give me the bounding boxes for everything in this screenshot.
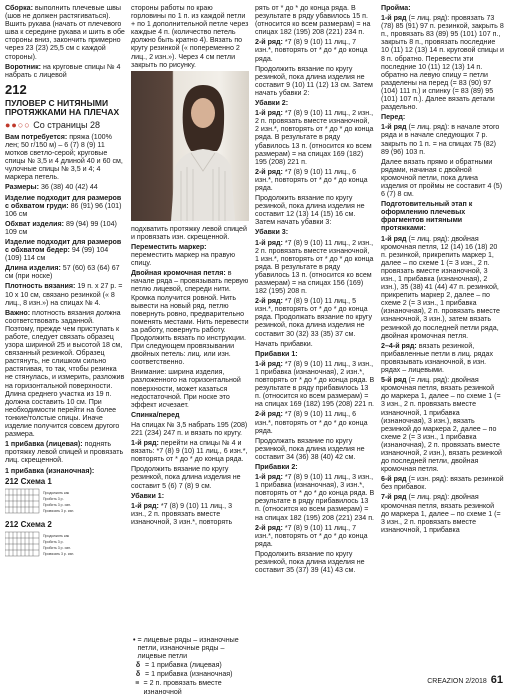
paragraph-text: *7 (8) 9 (10) 11 лиц., 3 изн., 1 прибавка (изнаночная), 3 изн.*, повторять от * до * до конца ряда. В результате в ряду прибавилось 13 п. (относится ко всем размерам) = на спицах 182 (195) 208 (221) 234 п.	[255, 473, 375, 522]
paragraph	[5, 264, 125, 280]
col2-top	[131, 4, 249, 69]
paragraph-heading: 2-й ряд:	[255, 410, 283, 419]
col4-body	[381, 4, 504, 534]
paragraph-heading: Двойная кромочная петля:	[131, 269, 226, 278]
paragraph-text: перейти на спицы № 4 и вязать: *7 (8) 9 (10) 11 лиц., 6 изн.*, повторять от * до * до конца ряда.	[131, 439, 248, 464]
schema-note: Продолжить как	[43, 533, 70, 538]
magazine-name: CREAZION 2/2018	[427, 677, 487, 685]
paragraph-heading: Перед:	[381, 113, 406, 122]
paragraph-text: *7 (8) 9 (10) 11 лиц., 7 изн.*, повторять от * до * до конца ряда.	[255, 38, 368, 63]
paragraph-text: стороны работы по краю горловины по 1 п. из каждой петли + по 1 дополнительной петле через каждые 4 п. (количество петель должно быть кратно 4). Вязать по кругу резинкой (« попеременно 2 лиц., 2 изн.»). Через 4 см петли закрыть по рисунку.	[131, 4, 249, 69]
paragraph-heading: 1-й ряд	[381, 234, 407, 243]
legend	[131, 636, 249, 697]
col1-body	[5, 133, 125, 475]
paragraph-heading: 1-й ряд:	[255, 473, 283, 482]
paragraph	[381, 113, 504, 121]
paragraph-heading: 1-й ряд	[381, 123, 407, 132]
paragraph-text: поднять протяжку левой спицей и провязать лиц. скрещенной.	[5, 440, 124, 465]
paragraph-text: 19 п. х 27 р. = 10 х 10 см, связано резинкой (« 8 лиц., 8 изн.») на спицах № 4.	[5, 282, 123, 307]
paragraph-text: (= изн. ряд): вязать резинкой без прибавок.	[381, 475, 504, 492]
paragraph-heading: 1-й ряд	[381, 14, 407, 23]
paragraph	[381, 123, 504, 155]
paragraph	[255, 4, 375, 36]
paragraph	[255, 410, 375, 434]
column-3	[255, 4, 375, 576]
paragraph-heading: 2-й ряд:	[255, 297, 283, 306]
paragraph-text: плотность вязания должна соответствовать заданной. Поэтому, прежде чем приступать к работе, следует связать образец узора шириной 25 и высотой 18 см, связанный резинкой. Образец растянуть, не слишком сильно растягивая, то так, чтобы резинка не стянулась, и измерить, разложив на горизонтальной поверхности. Длина среднего участка из 19 п. должна составить 10 см. При необходимости перейти на более тонкие/толстые спицы. Иначе изделие получится совсем другого размера.	[5, 308, 125, 439]
paragraph-heading: Убавки 1:	[131, 491, 165, 500]
paragraph	[131, 492, 249, 500]
paragraph-heading: 1-й ряд:	[255, 359, 283, 368]
paragraph-text: переместить маркер на правую спицу.	[131, 251, 236, 268]
paragraph-heading: 1-й ряд:	[255, 238, 283, 247]
paragraph	[5, 183, 125, 191]
schema-note: Пробить 3 р. изн.	[43, 502, 72, 507]
paragraph	[381, 475, 504, 491]
paragraph-heading: Длина изделия:	[5, 264, 61, 273]
paragraph-text: вязать резинкой, прибавленные петли в лиц. рядах провязывать изнаночной, в изн. рядах – лицевыми.	[381, 341, 494, 375]
paragraph	[255, 38, 375, 62]
paragraph	[381, 14, 504, 111]
paragraph-text: подхватить протяжку левой спицей и провязать изн. скрещенной.	[131, 224, 247, 241]
paragraph-heading: Переместить маркер:	[131, 242, 207, 251]
paragraph-heading: 5-й ряд	[381, 376, 407, 385]
purl-symbol-icon: •	[132, 636, 136, 644]
paragraph	[255, 109, 375, 166]
paragraph-text: Продолжить вязание по кругу резинкой, пока длина изделия не составит 35 (37) 39 (41) 43 см.	[255, 549, 365, 575]
paragraph-heading: 2-й ряд:	[255, 38, 283, 47]
col2-body	[131, 225, 249, 526]
col3-body	[255, 4, 375, 574]
paragraph-heading: 2-й ряд:	[255, 523, 283, 532]
paragraph	[255, 350, 375, 358]
page-number: 61	[490, 673, 503, 686]
paragraph-text: (= лиц. ряд): двойная кромочная петля, вязать резинкой до маркера 1, далее – по схеме 1 (= 3 изн., 2 п. провязать вместе изнаночной, 1 прибавка	[381, 493, 501, 534]
paragraph-text: Продолжить вязание по кругу резинкой, пока длина изделия не составит 9 (10) 11 (12) 13 см. Затем начать убавки 2:	[255, 64, 373, 97]
paragraph-heading: 1 прибавка (изнаночная):	[5, 466, 95, 475]
paragraph-text: *7 (8) 9 (10) 11 лиц., 6 изн.*, повторять от * до * до конца ряда.	[255, 410, 368, 435]
paragraph-heading: Подготовительный этап к оформлению плечевых фрагментов нитяными протяжками:	[381, 200, 473, 233]
paragraph-heading: 1-й ряд:	[131, 439, 159, 448]
paragraph-text: На спицах № 3,5 набрать 195 (208) 221 (234) 247 п. и вязать по кругу.	[131, 420, 248, 437]
paragraph-text: Продолжать вязание по кругу резинкой, пока длина изделия не составит 34 (36) 38 (40) 42 см.	[255, 436, 365, 461]
paragraph-text: *7 (8) 9 (10) 11 лиц., 3 изн., 2 п. провязать вместе изнаночной, 3 изн.*, повторять	[131, 501, 233, 526]
paragraph	[5, 309, 125, 439]
legend-row: δ = 1 прибавка (лицевая)	[131, 661, 249, 669]
paragraph-text: Продолжить вязание по кругу резинкой, пока длина изделия не составит 5 (6) 7 (8) 9 см.	[131, 465, 241, 490]
paragraph	[255, 99, 375, 107]
paragraph-text: (= лиц. ряд): двойная кромочная петля, 12 (14) 16 (18) 20 п. резинкой, прикрепить маркер 1, далее – по схеме 1 (= 3 изн., 2 п. провязать вместе изнаночной, 3 изн., 1 прибавка (изнаночная), 2 изн.), 35 (38) 41 (44) 47 п. резинкой, прикрепить маркер 2, далее – по схеме 2 (= 3 изн., 1 прибавка (изнаночная), 2 п. провязать вместе изнаночной, 3 изн.), затем вязать резинкой до последней петли ряда, двойная кромочная петля.	[381, 234, 500, 340]
paragraph	[255, 360, 375, 409]
paragraph-text: (= лиц. ряд): в начале этого ряда и в начале следующих 7 р. закрыть по 1 п. = на спицах 75 (82) 89 (96) 103 п.	[381, 123, 500, 156]
paragraph-text: *7 (8) 9 (10) 11 лиц., 6 изн.*, повторять от * до * до конца ряда.	[255, 167, 368, 192]
schema-2-title: 212 Схема 2	[5, 519, 52, 529]
paragraph-heading: Обхват изделия:	[5, 219, 65, 228]
paragraph	[255, 550, 375, 574]
paragraph-heading: Убавки 2:	[255, 99, 289, 108]
paragraph-heading: 2–4-й ряд:	[381, 341, 417, 350]
paragraph-heading: 2-й ряд:	[255, 167, 283, 176]
paragraph	[5, 440, 125, 464]
schema-note: Провязать 3 р. изн.	[43, 508, 75, 513]
paragraph-text: 86 (91) 96 (101) 106 см	[5, 201, 122, 218]
schema-note: Пробить 3 р.	[43, 539, 64, 544]
paragraph	[5, 467, 125, 475]
paragraph-text: *7 (8) 9 (10) 11 лиц., 7 изн.*, повторять от * до * до конца ряда.	[255, 523, 368, 548]
paragraph	[255, 65, 375, 97]
paragraph-heading: Изделие подходит для размеров с обхватом груди:	[5, 193, 122, 210]
paragraph	[381, 493, 504, 533]
paragraph-text: 89 (94) 99 (104) 109 см	[5, 219, 117, 236]
paragraph-text: 94 (99) 104 (109) 114 см	[5, 246, 109, 263]
paragraph-heading: Прибавки 1:	[255, 349, 298, 358]
woman-portrait-icon	[131, 71, 249, 221]
paragraph	[131, 421, 249, 437]
paragraph-heading: Плотность вязания:	[5, 282, 76, 291]
schema-note: Пробить 3 р. изн.	[43, 545, 72, 550]
paragraph	[131, 269, 249, 366]
paragraph-text: в начале ряда – провязывать первую петлю лицевой, спереди нити. Кромка получится ровной. Нить вывести на новый ряд, петлю повернуть ровно, предварительно поменять местами. Нить перевести за работу, повернуть работу. Продолжить вязать по инструкции. При следующем провязывании двойных петель: лиц. или изн. соответственно.	[131, 269, 249, 367]
increase-knit-icon: δ	[135, 661, 141, 670]
schema-2-grid	[5, 531, 123, 559]
paragraph-text: 36 (38) 40 (42) 44	[38, 183, 98, 192]
paragraph-text: рять от * до * до конца ряда. В результате в ряду убавилось 15 п. (относится ко всем размерам) = на спицах 182 (195) 208 (221) 234 п.	[255, 4, 371, 37]
pattern-number: 212	[5, 81, 27, 97]
schema-note: Пробить 3 р.	[43, 496, 64, 501]
paragraph	[5, 133, 125, 182]
paragraph	[131, 368, 249, 408]
paragraph-heading: Прибавки 2:	[255, 462, 298, 471]
paragraph	[5, 194, 125, 218]
paragraph	[255, 228, 375, 236]
paragraph-text: (= лиц. ряд): двойная кромочная петля, вязать резинкой до маркера 1, далее – по схеме 1 (= 3 изн., 2 п. провязать вместе изнаночной, 1 прибавка (изнаночная), 3 изн.), вязать резинкой до маркера 2, далее – по схеме 2 (= 3 изн., 1 прибавка (изнаночная), 2 п. провязать вместе изнаночной, 2 изн.), вязать резинкой до последней петли, двойная кромочная петля.	[381, 376, 503, 474]
paragraph-heading: Важно:	[5, 308, 31, 317]
paragraph	[381, 342, 504, 374]
paragraph-text: 57 (60) 63 (64) 67 см (при носке)	[5, 264, 120, 281]
column-4	[381, 4, 504, 536]
paragraph-heading: Изделие подходит для размеров с обхватом бедер:	[5, 237, 122, 255]
paragraph-heading: Спинка/перед	[131, 410, 180, 419]
paragraph	[255, 168, 375, 192]
paragraph-heading: 1-й ряд:	[131, 501, 159, 510]
page-footer	[427, 673, 503, 686]
pages-reference: ●●○○ Со страницы 28	[5, 119, 101, 130]
paragraph	[255, 524, 375, 548]
paragraph: Сборка: выполнить плечевые швы (шов не должен растягиваться). Вшить рукава (начать от плечевого шва к середине рукава и шить в обе стороны вниз, закончить примерно через 23 (23) 25,5 см с каждой стороны).	[5, 4, 125, 61]
schema-note: Продолжить как	[43, 490, 70, 495]
paragraph-heading: 7-й ряд	[381, 493, 407, 502]
paragraph	[381, 200, 504, 232]
model-photo	[131, 71, 249, 221]
paragraph-text: Начать прибавки.	[255, 339, 313, 348]
paragraph	[255, 463, 375, 471]
paragraph	[255, 437, 375, 461]
paragraph	[131, 502, 249, 526]
paragraph	[131, 4, 249, 69]
paragraph-text: *7 (8) 9 (10) 11 лиц., 2 изн., 2 п. провязать вместе изнаночной, 1 изн.*, повторять от * до * до конца ряда. В результате в ряду убавилось 13 п. (относится ко всем размерам) = на спицах 156 (169) 182 (195) 208 п.	[255, 238, 374, 296]
paragraph-text: Продолжить вязание по кругу резинкой, пока длина изделия не составит 12 (13) 14 (15) 16 см. Затем начать убавки 3:	[255, 194, 365, 227]
paragraph-heading: 6-й ряд	[381, 475, 407, 484]
paragraph	[255, 239, 375, 296]
pattern-title: ПУЛОВЕР С НИТЯНЫМИ ПРОТЯЖКАМИ НА ПЛЕЧАХ	[5, 97, 120, 118]
paragraph-heading: Убавки 3:	[255, 228, 289, 237]
increase-purl-icon: δ	[135, 670, 141, 679]
decrease-purl-icon: ≡	[135, 679, 140, 688]
paragraph-heading: 1-й ряд:	[255, 109, 283, 118]
paragraph-heading: Пройма:	[381, 4, 411, 12]
legend-row: δ = 1 прибавка (изнаночная)	[131, 670, 249, 678]
schema-note: Провязать 3 р. изн.	[43, 551, 75, 556]
paragraph-text: пряжа (100% лен; 50 г/150 м) – 6 (7) 8 (9) 11 мотков светло-серой; круговые спицы № 3,5 и 4 длиной 40 и 60 см, чулочные спицы № 3,5 и 4; 4 маркера петель.	[5, 132, 123, 182]
paragraph	[131, 225, 249, 241]
column-2	[131, 4, 249, 528]
paragraph-text: Далее вязать прямо и обратными рядами, начиная с двойной кромочной петли, пока длина изделия от проймы не составит 4 (5) 6 (7) 8 см.	[381, 157, 503, 199]
paragraph	[255, 473, 375, 522]
paragraph	[131, 243, 249, 267]
paragraph-heading: Размеры:	[5, 183, 39, 192]
paragraph-text: *7 (8) 9 (10) 11 лиц., 5 изн.*, повторять от * до * до конца ряда. Продолжать вязание по кругу резинкой, пока длина изделия не составит 30 (32) 33 (35) 37 см.	[255, 297, 373, 338]
paragraph	[381, 4, 504, 12]
paragraph	[255, 340, 375, 348]
paragraph: Воротник: на круговые спицы № 4 набрать с лицевой	[5, 62, 121, 79]
paragraph	[381, 376, 504, 473]
column-1	[5, 4, 125, 561]
paragraph	[5, 282, 125, 306]
paragraph-text: *7 (8) 9 (10) 11 лиц., 3 изн., 1 прибавка (изнаночная), 2 изн.*, повторять от * до * до конца ряда. В результате в ряду прибавилось 13 п. (относится ко всем размерам) = на спицах 169 (182) 195 (208) 221 п.	[255, 359, 375, 409]
paragraph-heading: Вам потребуется:	[5, 132, 68, 141]
paragraph	[5, 220, 125, 236]
difficulty-dots-icon: ●●○○	[5, 119, 31, 130]
schema-1-grid	[5, 488, 123, 516]
paragraph	[5, 238, 125, 262]
paragraph	[381, 158, 504, 198]
paragraph	[131, 411, 249, 419]
legend-row: ≡ = 2 п. провязать вместе изнаночной	[131, 679, 249, 695]
paragraph-heading: 1 прибавка (лицевая):	[5, 440, 83, 449]
paragraph-text: Внимание: ширина изделия, разложенного на горизонтальной поверхности, может казаться недостаточной. При носке это эффект исчезает.	[131, 368, 241, 409]
paragraph-text: *7 (8) 9 (10) 11 лиц., 2 изн., 2 п. провязать вместе изнаночной, 2 изн.*, повторять от * до * до конца ряда. В результате в ряду убавилось 13 п. (относится ко всем размерам) = на спицах 169 (182) 195 (208) 221 п.	[255, 109, 374, 166]
paragraph	[381, 235, 504, 340]
paragraph-text: (= лиц. ряд): провязать 73 (78) 85 (91) 97 п. резинкой, закрыть 8 п., провязать 83 (89) 95 (101) 107 п., закрыть 8 п., провязать последние 10 (11) 12 (13) 14 п. круговой спицы и 8 п. обратно. Перевести эти последние 10 (11) 12 (13) 14 п. обратно на левую спицу = петли разделены на перед (= 83 (90) 97 (104) 111 п.) и спинку (= 83 (89) 95 (101) 107 п.). Далее вязать детали раздельно.	[381, 14, 504, 112]
paragraph	[131, 465, 249, 489]
paragraph	[255, 194, 375, 226]
schema-1-title: 212 Схема 1	[5, 476, 52, 486]
paragraph	[255, 297, 375, 337]
paragraph	[131, 439, 249, 463]
legend-row: • = лицевые ряды – изнаночные петли, изнаночные ряды – лицевые петли	[132, 636, 239, 661]
